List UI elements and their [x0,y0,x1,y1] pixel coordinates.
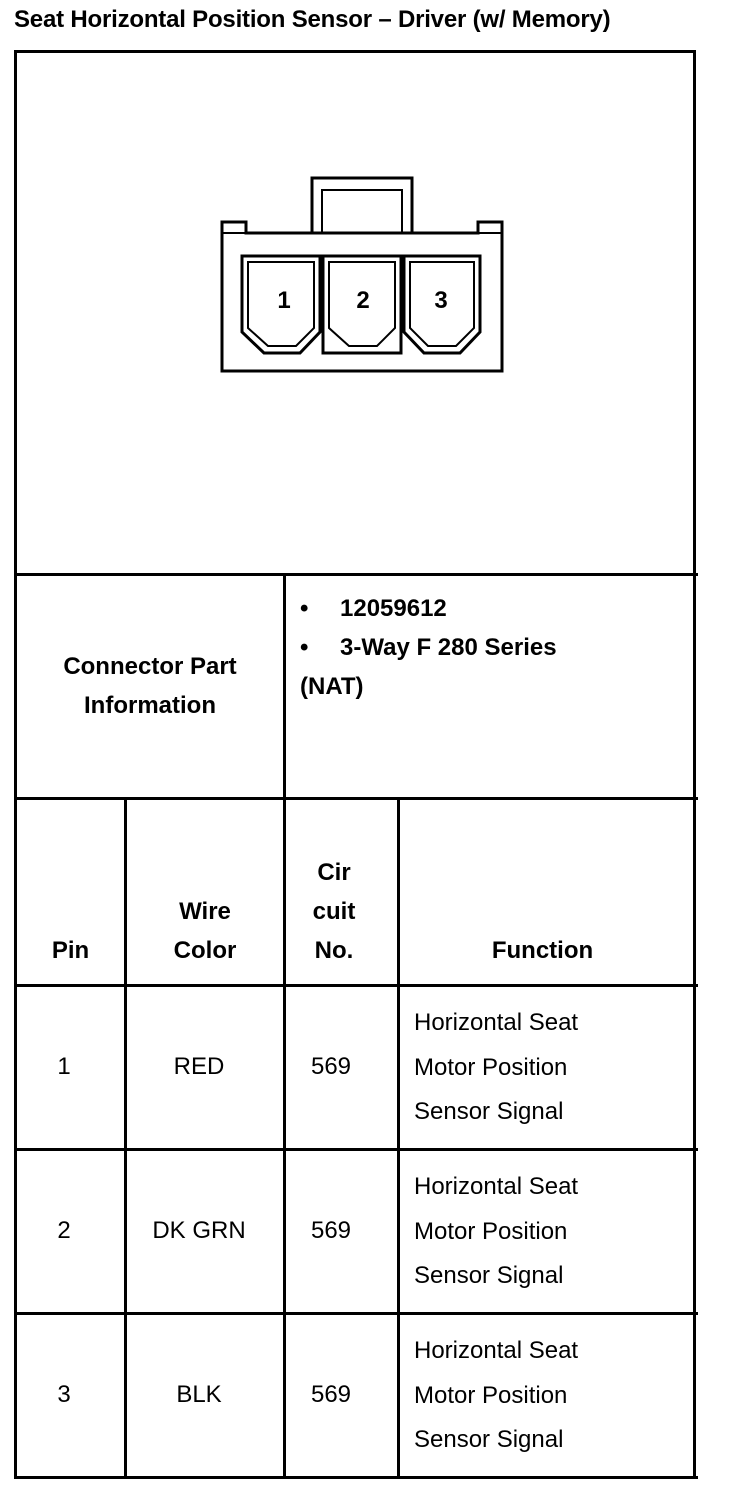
part-number: 12059612 [340,595,447,622]
part-info-label [17,647,283,725]
latch-tab-inner [322,190,402,233]
header-circuit-no [286,853,382,970]
function-line: Sensor Signal [414,1098,564,1125]
function-line: Motor Position [414,1217,568,1245]
pin-label-1: 1 [277,287,291,314]
part-suffix: (NAT) [300,673,364,700]
table-row-3-pin: 3 [57,1381,71,1408]
pin-label-3: 3 [434,287,448,314]
divider-header-bottom [14,984,698,987]
connector-face-diagram [0,0,736,600]
function-line: Sensor Signal [414,1426,564,1453]
header-circuit-line1: Cir [317,859,351,886]
page-title: Seat Horizontal Position Sensor – Driver (w/ Memory) [14,6,611,33]
function-line: Motor Position [414,1381,568,1409]
table-row-1-pin: 1 [57,1053,71,1080]
part-info-label-line2: Information [84,692,216,719]
table-row-3-circuit: 569 [310,1381,352,1408]
divider-row1-bottom [14,1148,698,1151]
table-row-1-circuit: 569 [310,1053,352,1080]
bullet: • [300,634,309,661]
table-row-2-circuit: 569 [310,1217,352,1244]
part-info-label-line1: Connector Part [63,653,237,680]
part-number-item [300,595,447,623]
part-series-item [300,634,557,662]
table-row-3-wire-color: BLK [176,1381,222,1408]
function-line: Horizontal Seat [414,1009,579,1036]
bullet: • [300,595,309,622]
header-wire-color-line1: Wire [179,898,231,925]
table-row-1-function [414,1001,578,1135]
header-circuit-line3: No. [314,937,354,964]
table-row-2-pin: 2 [57,1217,71,1244]
latch-tab [312,178,412,233]
header-function: Function [491,937,594,964]
header-wire-color-line2: Color [173,937,237,964]
header-pin: Pin [51,937,90,964]
part-series: 3-Way F 280 Series [340,634,557,661]
function-line: Horizontal Seat [414,1173,579,1200]
divider-partinfo-col [283,573,286,800]
pin-label-2: 2 [356,287,370,314]
table-row-3-function [414,1329,578,1463]
divider-row3-bottom [14,1476,698,1479]
function-line: Sensor Signal [414,1262,564,1289]
table-row-2-function [414,1165,578,1299]
header-circuit-line2: cuit [312,898,356,925]
table-row-1-wire-color: RED [173,1053,225,1080]
header-wire-color [127,892,283,970]
table-row-2-wire-color: DK GRN [152,1217,246,1244]
function-line: Motor Position [414,1053,568,1081]
function-line: Horizontal Seat [414,1337,579,1364]
divider-col-circuit [397,797,400,1479]
divider-partinfo-bottom [14,797,698,800]
divider-row2-bottom [14,1312,698,1315]
